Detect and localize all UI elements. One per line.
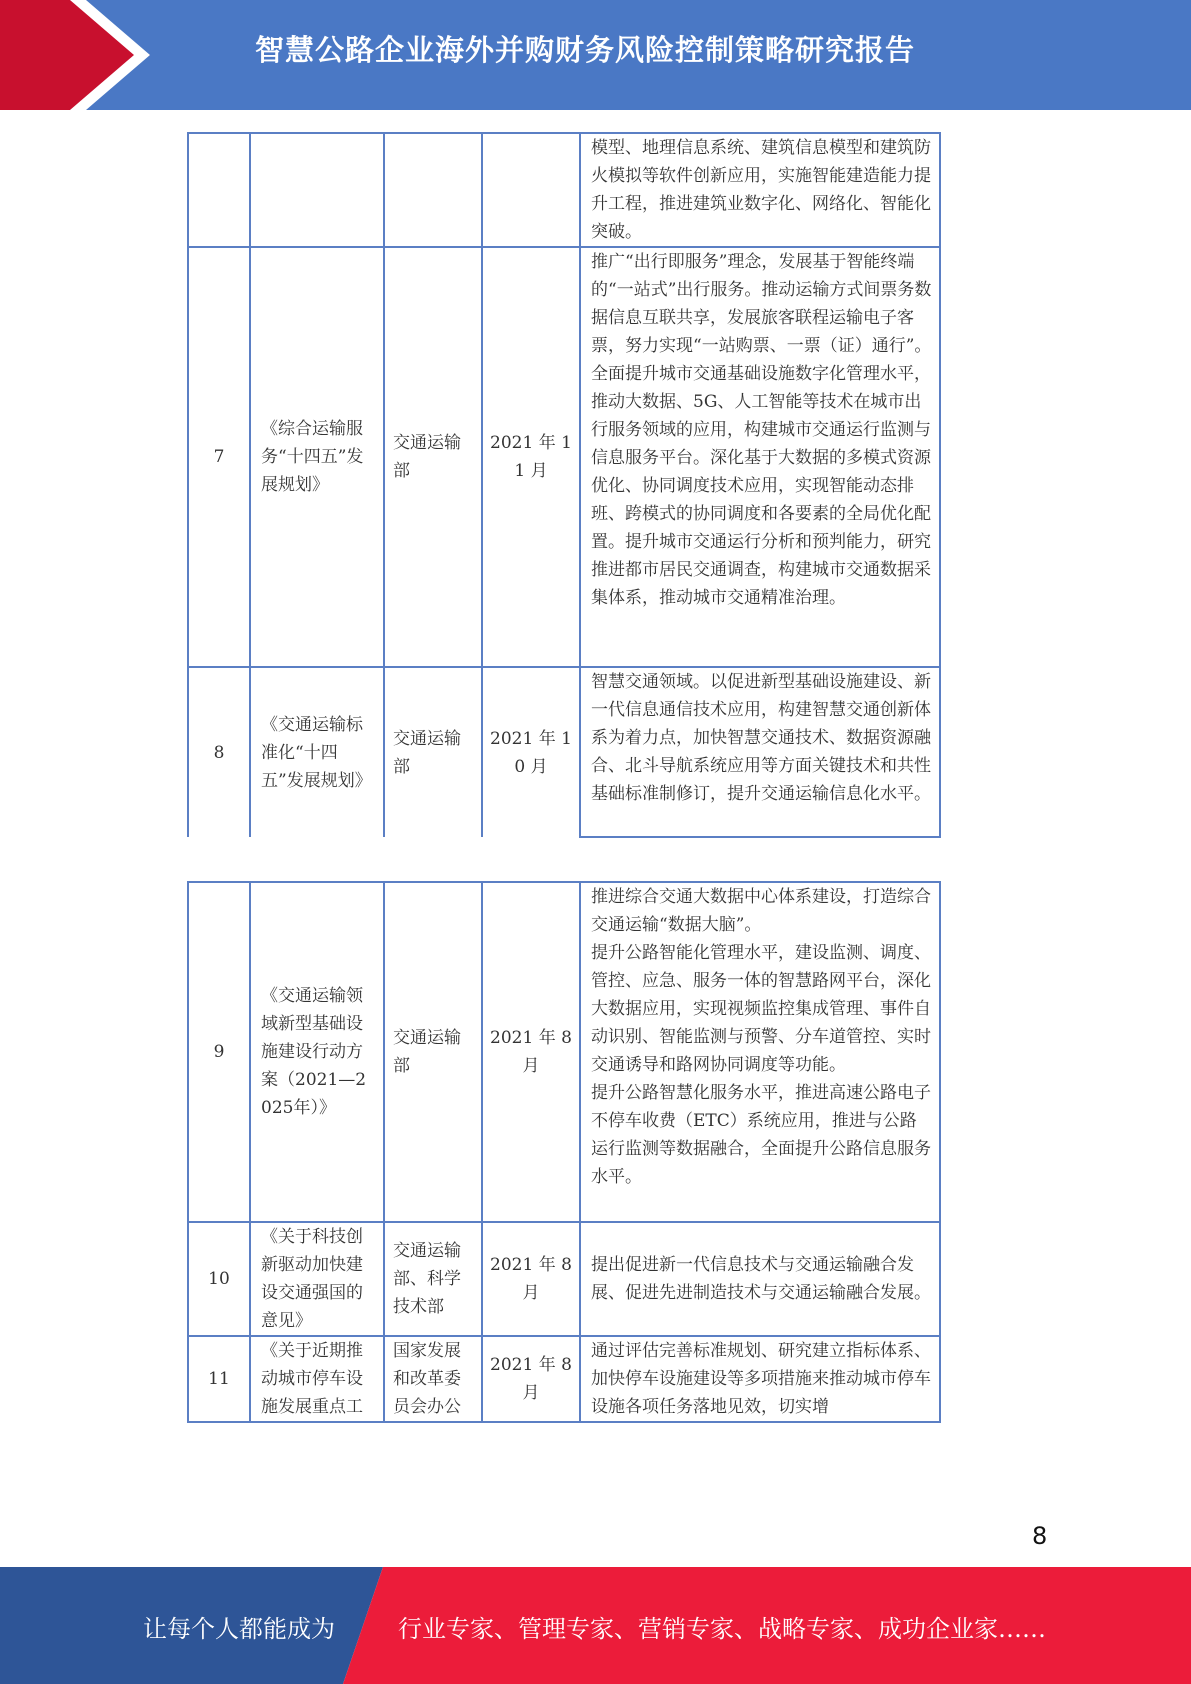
policy-content — [580, 667, 940, 837]
row-number — [188, 133, 250, 247]
issue-date: 2021 年 11 月 — [482, 247, 580, 667]
table-row — [188, 667, 940, 837]
content-paragraph: 通过评估完善标准规划、研究建立指标体系、加快停车设施建设等多项措施来推动城市停车设施各项任务落地见效，切实增 — [591, 1341, 931, 1417]
content-paragraph: 推进综合交通大数据中心体系建设，打造综合交通运输“数据大脑”。 — [591, 887, 931, 935]
footer-slogan-right: 行业专家、管理专家、营销专家、战略专家、成功企业家…… — [398, 1615, 1046, 1643]
table-row — [188, 247, 940, 667]
policy-name — [250, 133, 384, 247]
row-number: 9 — [188, 882, 250, 1222]
policy-name: 《交通运输标准化“十四五”发展规划》 — [250, 667, 384, 837]
policy-content — [580, 882, 940, 1222]
row-number: 11 — [188, 1336, 250, 1422]
policy-content — [580, 1222, 940, 1336]
red-arrow-decoration — [0, 0, 150, 110]
content-paragraph: 智慧交通领域。以促进新型基础设施建设、新一代信息通信技术应用，构建智慧交通创新体系为着力点，加快智慧交通技术、数据资源融合、北斗导航系统应用等方面关键技术和共性基础标准制修订，提升交通运输信息化水平。 — [591, 672, 931, 804]
row-number: 8 — [188, 667, 250, 837]
table-row — [188, 1336, 940, 1422]
issue-date: 2021 年 8 月 — [482, 882, 580, 1222]
row-number: 7 — [188, 247, 250, 667]
policy-table-part-2 — [187, 881, 941, 1423]
policy-content — [580, 247, 940, 667]
page-footer — [0, 1567, 1191, 1684]
policy-content — [580, 1336, 940, 1422]
content-paragraph: 模型、地理信息系统、建筑信息模型和建筑防火模拟等软件创新应用，实施智能建造能力提升工程，推进建筑业数字化、网络化、智能化突破。 — [591, 138, 931, 242]
footer-slogan-left: 让每个人都能成为 — [143, 1615, 335, 1643]
content-paragraph: 全面提升城市交通基础设施数字化管理水平，推动大数据、5G、人工智能等技术在城市出行服务领域的应用，构建城市交通运行监测与信息服务平台。深化基于大数据的多模式资源优化、协同调度技术应用，实现智能动态排班、跨模式的协同调度和各要素的全局优化配置。提升城市交通运行分析和预判能力，研究推进都市居民交通调查，构建城市交通数据采集体系，推动城市交通精准治理。 — [591, 364, 931, 608]
issuing-department: 交通运输部 — [384, 247, 482, 667]
policy-name: 《关于近期推动城市停车设施发展重点工 — [250, 1336, 384, 1422]
content-paragraph: 推广“出行即服务”理念，发展基于智能终端的“一站式”出行服务。推动运输方式间票务数据信息互联共享，发展旅客联程运输电子客票，努力实现“一站购票、一票（证）通行”。 — [591, 252, 932, 356]
content-paragraph: 提升公路智慧化服务水平，推进高速公路电子不停车收费（ETC）系统应用，推进与公路运行监测等数据融合，全面提升公路信息服务水平。 — [591, 1083, 931, 1187]
content-paragraph: 提出促进新一代信息技术与交通运输融合发展、促进先进制造技术与交通运输融合发展。 — [591, 1255, 931, 1303]
content-paragraph: 提升公路智能化管理水平，建设监测、调度、管控、应急、服务一体的智慧路网平台，深化大数据应用，实现视频监控集成管理、事件自动识别、智能监测与预警、分车道管控、实时交通诱导和路网协同调度等功能。 — [591, 943, 931, 1075]
policy-name: 《关于科技创新驱动加快建设交通强国的意见》 — [250, 1222, 384, 1336]
issuing-department: 交通运输部 — [384, 882, 482, 1222]
issuing-department — [384, 133, 482, 247]
page-header — [0, 0, 1191, 110]
issue-date: 2021 年 8 月 — [482, 1336, 580, 1422]
row-number: 10 — [188, 1222, 250, 1336]
table-row — [188, 1222, 940, 1336]
policy-name: 《综合运输服务“十四五”发展规划》 — [250, 247, 384, 667]
issuing-department: 交通运输部、科学技术部 — [384, 1222, 482, 1336]
issue-date: 2021 年 10 月 — [482, 667, 580, 837]
report-title: 智慧公路企业海外并购财务风险控制策略研究报告 — [255, 33, 916, 67]
issuing-department: 国家发展和改革委员会办公 — [384, 1336, 482, 1422]
policy-content — [580, 133, 940, 247]
policy-table-part-1 — [187, 132, 941, 838]
issue-date: 2021 年 8 月 — [482, 1222, 580, 1336]
policy-name: 《交通运输领域新型基础设施建设行动方案（2021—2025年）》 — [250, 882, 384, 1222]
table-row — [188, 882, 940, 1222]
page-number: 8 — [1032, 1522, 1048, 1550]
table-row — [188, 133, 940, 247]
issuing-department: 交通运输部 — [384, 667, 482, 837]
issue-date — [482, 133, 580, 247]
